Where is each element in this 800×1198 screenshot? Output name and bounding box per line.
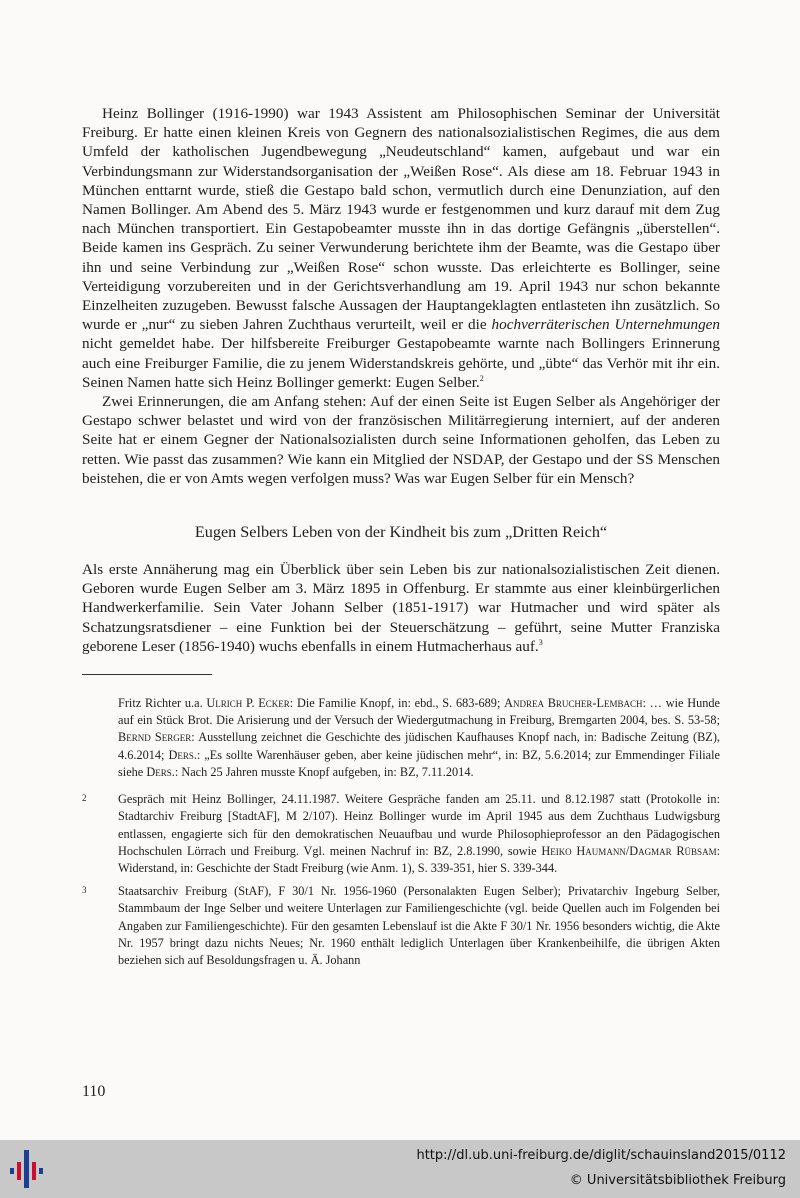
footnote-continuation: Fritz Richter u.a. Ulrich P. Ecker: Die Familie Knopf, in: ebd., S. 683-689; Andrea Brucher-Lembach: … wie Hunde auf ein Stück Brot. Die Arisierung und der Versuch der Wiedergutmachung in Freiburg, Bremgarten 2004, bes. S. 53-58; Bernd Serger: Ausstellung zeichnet die Geschichte des jüdischen Kaufhauses Knopf nach, in: Badische Zeitung (BZ), 4.6.2014; Ders.: „Es sollte Warenhäuser geben, aber keine jüdischen mehr“, in: BZ, 5.6.2014; zur Emmendinger Filiale siehe Ders.: Nach 25 Jahren musste Knopf aufgeben, in: BZ, 7.11.2014. [118, 696, 720, 779]
footnote-number: 2 [82, 793, 87, 804]
footnote-separator [82, 674, 212, 675]
italic-phrase: hochverräterischen Unternehmungen [491, 316, 720, 334]
ub-freiburg-logo-icon[interactable] [8, 1148, 48, 1190]
paragraph-text: nicht gemeldet habe. Der hilfsbereite Freiburger Gestapobeamte warnte nach Bollingers Erinnerung auch eine Freiburger Familie, die zu jenem Widerstandskreis gehörte, und „übte“ das Verhör mit ihr ein. Seinen Namen hatte sich Heinz Bollinger gemerkt: Eugen Selber. [82, 335, 720, 391]
body-paragraph-2: Zwei Erinnerungen, die am Anfang stehen: Auf der einen Seite ist Eugen Selber als Angehöriger der Gestapo schwer belastet und wird von der französischen Militärregierung interniert, auf der anderen Seite hat er einem Gegner der Nationalsozialisten durch seine Informationen geholfen, das Leben zu retten. Wie passt das zusammen? Wie kann ein Mitglied der NSDAP, der Gestapo und der SS Menschen beistehen, die er von Amts wegen verfolgen muss? Was war Eugen Selber für ein Mensch? [82, 393, 720, 487]
footnote-ref[interactable]: 2 [479, 373, 484, 383]
footnote-text: Staatsarchiv Freiburg (StAF), F 30/1 Nr. 1956-1960 (Personalakten Eugen Selber); Privatarchiv Ingeburg Selber, Stammbaum der Inge Selber und weitere Unterlagen zur Familiengeschichte (vgl. beide Quellen auch im Folgenden bei Angaben zur Familiengeschichte). Für den gesamten Lebenslauf ist die Akte F 30/1 Nr. 1956 besonders wichtig, die Akte Nr. 1957 bringt dazu nichts Neues; Nr. 1960 enthält lediglich Unterlagen über Krankenbeihilfe, die übrigen Akten beziehen sich auf Besoldungsfragen u. Ä. Johann [118, 884, 720, 967]
paragraph-text: Als erste Annäherung mag ein Überblick über sein Leben bis zur nationalsozialistischen Zeit dienen. Geboren wurde Eugen Selber am 3. März 1895 in Offenburg. Er stammte aus einer kleinbürgerlichen Handwerkerfamilie. Sein Vater Johann Selber (1851-1917) war Hutmacher und wird später als Schatzungsratsdiener – eine Funktion bei der Steuerschätzung – geführt, seine Mutter Franziska geborene Leser (1856-1940) wuchs ebenfalls in einem Hutmacherhaus auf. [82, 561, 720, 655]
footer-bar [0, 1140, 800, 1198]
section-heading: Eugen Selbers Leben von der Kindheit bis zum „Dritten Reich“ [194, 523, 608, 542]
footnote-ref[interactable]: 3 [538, 637, 543, 647]
paragraph-text: Heinz Bollinger (1916-1990) war 1943 Assistent am Philosophischen Seminar der Universität Freiburg. Er hatte einen kleinen Kreis von Gegnern des nationalsozialistischen Regimes, die aus dem Umfeld der katholischen Jugendbewegung „Neudeutschland“ kamen, aufgebaut und war ein Verbindungsmann zur Widerstandsorganisation der „Weißen Rose“. Als diese am 18. Februar 1943 in München enttarnt wurde, stieß die Gestapo bald schon, vermutlich durch eine Denunziation, auf den Namen Bollinger. Am Abend des 5. März 1943 wurde er festgenommen und kurz darauf mit dem Zug nach München transportiert. Ein Gestapobeamter musste ihn in das dortige Gefängnis „überstellen“. Beide kamen ins Gespräch. Zu seiner Verwunderung berichtete ihm der Beamte, was die Gestapo über ihn und seine Verbindung zur „Weißen Rose“ schon wusste. Das erleichterte es Bollinger, seine Verteidigung vorzubereiten und in der Gerichtsverhandlung am 19. April 1943 nur schon bekannte Einzelheiten zuzugeben. Bewusst falsche Aussagen der Hauptangeklagten entlasteten ihn zusätzlich. So wurde er „nur“ zu sieben Jahren Zuchthaus verurteilt, weil er die [82, 105, 720, 334]
page-number: 110 [82, 1083, 106, 1100]
page-content [82, 104, 720, 969]
source-url-link[interactable]: http://dl.ub.uni-freiburg.de/diglit/schauinsland2015/0112 [416, 1148, 786, 1163]
footnote-text: Gespräch mit Heinz Bollinger, 24.11.1987. Weitere Gespräche fanden am 25.11. und 8.12.1987 statt (Protokolle in: Stadtarchiv Freiburg [StadtAF], M 2/107). Heinz Bollinger wurde im April 1945 aus dem Zuchthaus Ludwigsburg entlassen, engagierte sich für den demokratischen Neuaufbau und wurde Philosophieprofessor an den Pädagogischen Hochschulen Lörrach und Freiburg. Vgl. meinen Nachruf in: BZ, 2.8.1990, sowie Heiko Haumann/Dagmar Rübsam: Widerstand, in: Geschichte der Stadt Freiburg (wie Anm. 1), S. 339-351, hier S. 339-344. [118, 792, 720, 875]
footnote-3 [82, 883, 720, 969]
footnote-number: 3 [82, 885, 87, 896]
body-paragraph-1 [82, 104, 720, 392]
footnote-2 [82, 791, 720, 877]
copyright-text: © Universitätsbibliothek Freiburg [569, 1173, 786, 1188]
body-paragraph-3 [82, 560, 720, 656]
